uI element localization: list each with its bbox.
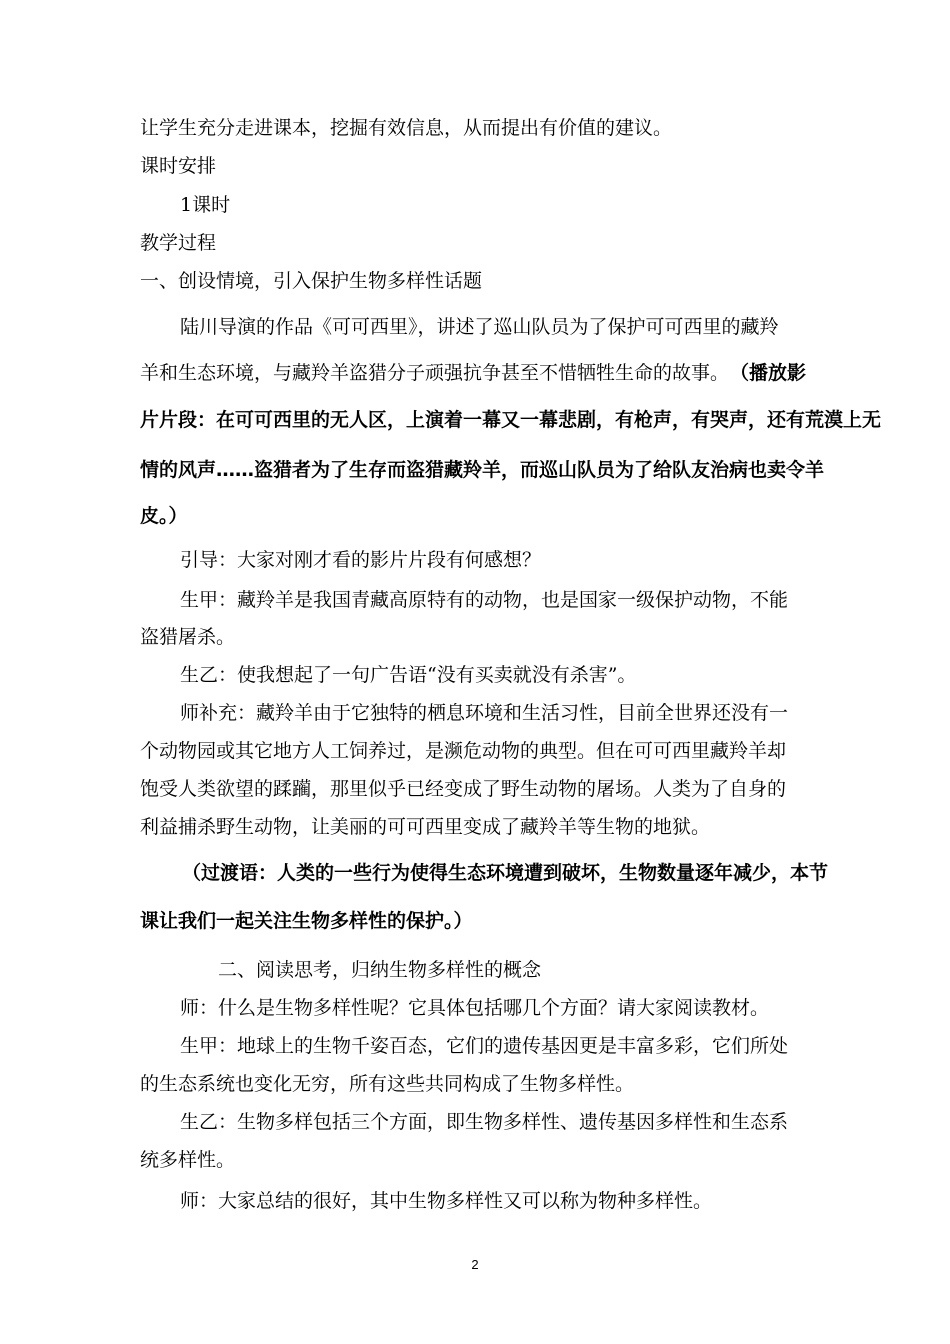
bold-text-line: （播放影 <box>730 362 807 384</box>
text-line: 生乙：使我想起了一句广告语“没有买卖就没有杀害”。 <box>180 664 637 686</box>
text-line: 陆川导演的作品《可可西里》，讲述了巡山队员为了保护可可西里的藏羚 <box>180 316 779 338</box>
text-line: 生乙：生物多样包括三个方面，即生物多样性、遗传基因多样性和生态系 <box>180 1111 789 1133</box>
text-line: 的生态系统也变化无穷，所有这些共同构成了生物多样性。 <box>140 1073 635 1095</box>
text-line: 生甲：地球上的生物千姿百态，它们的遗传基因更是丰富多彩，它们所处 <box>180 1035 789 1057</box>
text-line: 生甲：藏羚羊是我国青藏高原特有的动物，也是国家一级保护动物，不能 <box>180 589 789 611</box>
page-number: 2 <box>471 1257 479 1272</box>
text-line: 师：大家总结的很好，其中生物多样性又可以称为物种多样性。 <box>180 1190 713 1212</box>
text-line: 盗猎屠杀。 <box>140 626 236 648</box>
bold-text-line: 课让我们一起关注生物多样性的保护。） <box>140 910 473 932</box>
text-line: 饱受人类欲望的蹂躏，那里似乎已经变成了野生动物的屠场。人类为了自身的 <box>140 778 787 800</box>
bold-text-line: 皮。） <box>140 505 188 527</box>
text-line: 让学生充分走进课本，挖掘有效信息，从而提出有价值的建议。 <box>140 117 673 139</box>
section-heading: 教学过程 <box>140 232 217 254</box>
text-line: 1课时 <box>180 194 231 216</box>
text-line: 引导：大家对刚才看的影片片段有何感想？ <box>180 549 542 571</box>
text-line: 个动物园或其它地方人工饲养过，是濒危动物的典型。但在可可西里藏羚羊却 <box>140 740 787 762</box>
section-heading: 一、创设情境，引入保护生物多样性话题 <box>140 270 483 292</box>
text-line: 统多样性。 <box>140 1149 236 1171</box>
bold-text-line: 情的风声……盗猎者为了生存而盗猎藏羚羊，而巡山队员为了给队友治病也卖令羊 <box>140 459 825 481</box>
bold-text-line: 片片段：在可可西里的无人区，上演着一幕又一幕悲剧，有枪声，有哭声，还有荒漠上无 <box>140 409 882 431</box>
bold-text-line: （过渡语：人类的一些行为使得生态环境遭到破坏，生物数量逐年减少，本节 <box>182 862 829 884</box>
section-heading: 课时安排 <box>140 155 217 177</box>
text-line: 利益捕杀野生动物，让美丽的可可西里变成了藏羚羊等生物的地狱。 <box>140 816 711 838</box>
section-heading: 二、阅读思考，归纳生物多样性的概念 <box>218 959 542 981</box>
text-line: 师：什么是生物多样性呢？它具体包括哪几个方面？请大家阅读教材。 <box>180 997 770 1019</box>
text-line: 羊和生态环境，与藏羚羊盗猎分子顽强抗争甚至不惜牺牲生命的故事。 <box>140 362 730 384</box>
text-line: 师补充：藏羚羊由于它独特的栖息环境和生活习性，目前全世界还没有一 <box>180 702 789 724</box>
